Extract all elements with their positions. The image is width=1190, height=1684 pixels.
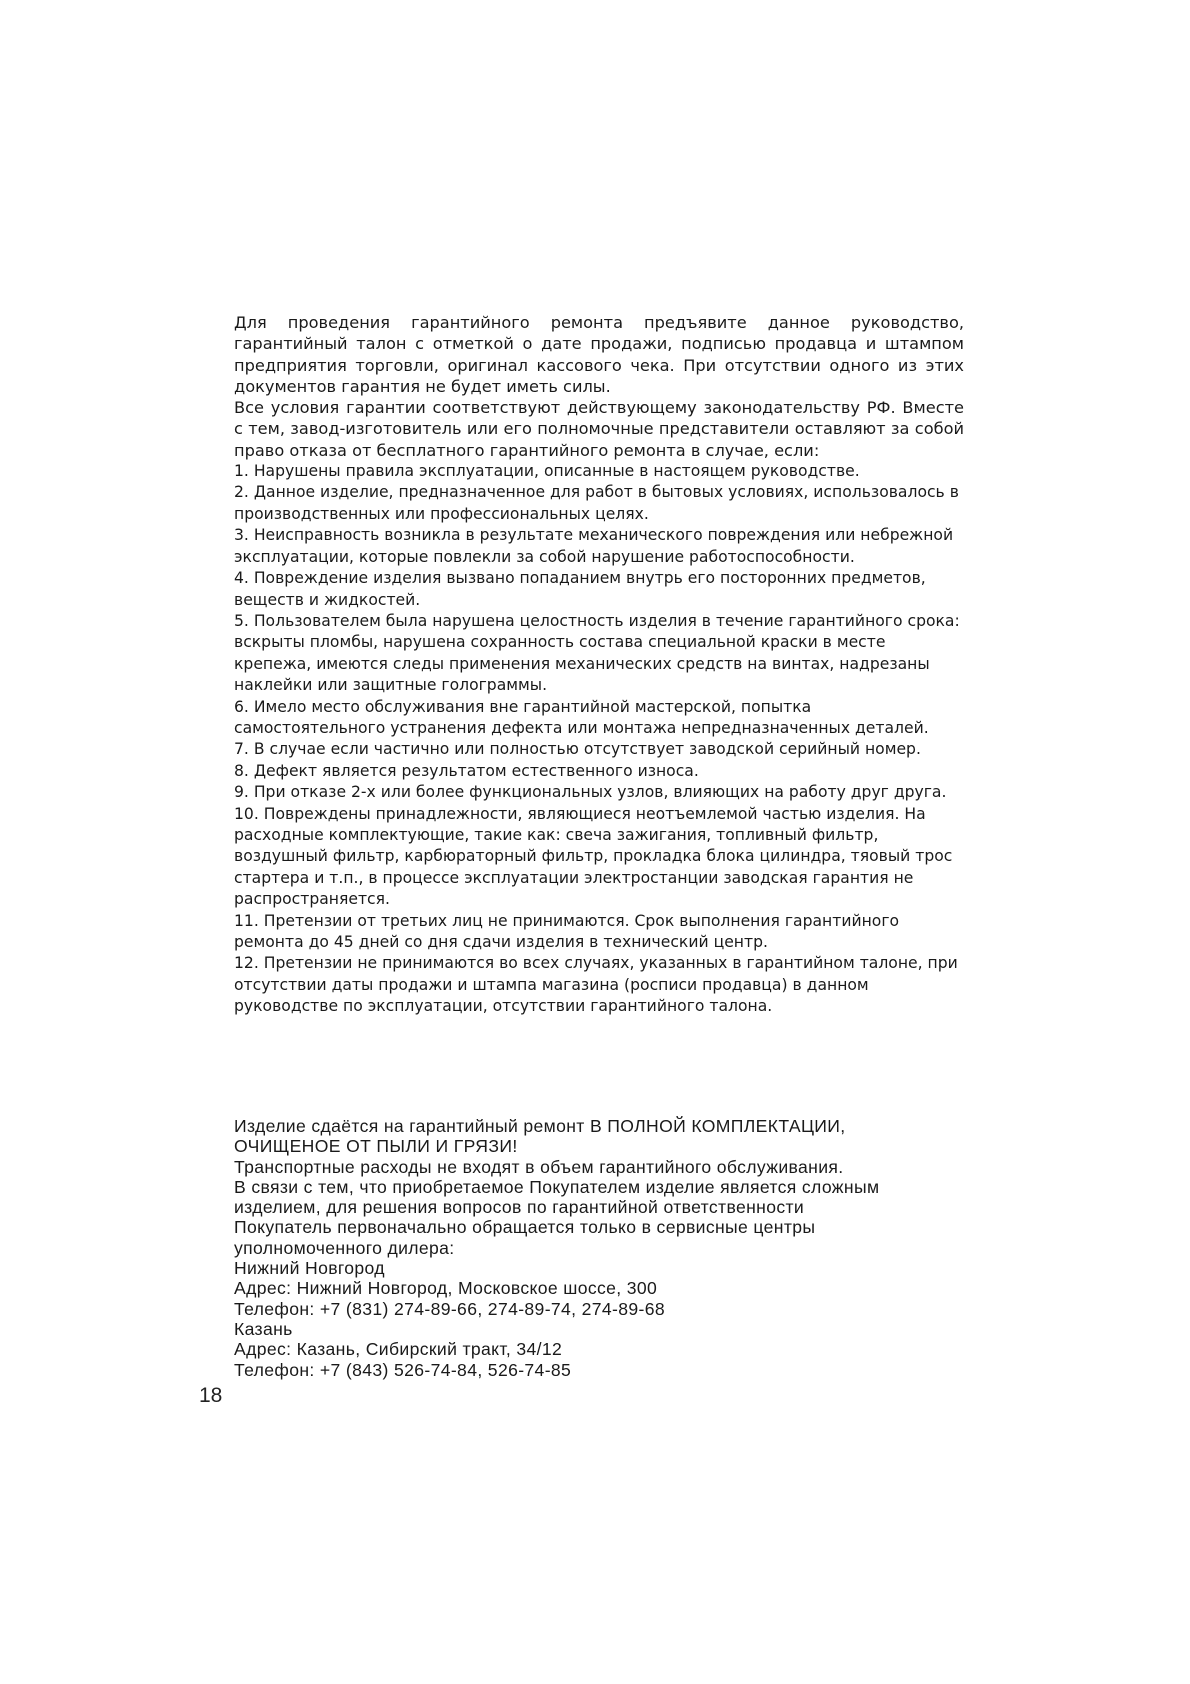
service-line: В связи с тем, что приобретаемое Покупателем изделие является сложным — [234, 1176, 880, 1197]
condition-item: 6. Имело место обслуживания вне гарантийной мастерской, попытка самостоятельного устранения дефекта или монтажа непредназначенных деталей. — [234, 697, 929, 737]
condition-item: 5. Пользователем была нарушена целостность изделия в течение гарантийного срока: вскрыты пломбы, нарушена сохранность состава специальной краски в месте крепежа, имеются следы применения механических средств на винтах, надрезаны наклейки или защитные голограммы. — [234, 611, 960, 695]
service-line: Транспортные расходы не входят в объем гарантийного обслуживания. — [234, 1156, 844, 1177]
service-line: изделием, для решения вопросов по гарантийной ответственности — [234, 1197, 805, 1218]
service-center-city: Нижний Новгород — [234, 1258, 385, 1279]
page-number: 18 — [199, 1384, 223, 1407]
warranty-terms — [234, 312, 964, 1018]
condition-item: 8. Дефект является результатом естественного износа. — [234, 761, 699, 780]
service-center-phone: Телефон: +7 (843) 526-74-84, 526-74-85 — [234, 1359, 572, 1380]
service-center-address: Адрес: Нижний Новгород, Московское шоссе, 300 — [234, 1278, 658, 1299]
condition-item: 11. Претензии от третьих лиц не принимаются. Срок выполнения гарантийного ремонта до 45 дней со дня сдачи изделия в технический центр. — [234, 911, 900, 952]
service-center-phone: Телефон: +7 (831) 274-89-66, 274-89-74, 274-89-68 — [234, 1298, 666, 1319]
condition-item: 3. Неисправность возникла в результате механического повреждения или небрежной эксплуатации, которые повлекли за собой нарушение работоспособности. — [234, 526, 954, 566]
condition-item: 10. Повреждены принадлежности, являющиеся неотъемлемой частью изделия. На расходные комплектующие, такие как: свеча зажигания, топливный фильтр, воздушный фильтр, карбюраторный фильтр, прокладка блока цилиндра, тяовый трос стартера и т.п., в процессе эксплуатации электростанции заводская гарантия не распространяется. — [234, 804, 953, 909]
service-center-city: Казань — [234, 1318, 293, 1339]
condition-item: 12. Претензии не принимаются во всех случаях, указанных в гарантийном талоне, при отсутствии даты продажи и штампа магазина (росписи продавца) в данном руководстве по эксплуатации, отсутствии гарантийного талона. — [234, 954, 958, 1016]
service-line: Покупатель первоначально обращается только в сервисные центры — [234, 1217, 816, 1238]
condition-item: 1. Нарушены правила эксплуатации, описанные в настоящем руководстве. — [234, 462, 860, 481]
condition-item: 9. При отказе 2-х или более функциональных узлов, влияющих на работу друг друга. — [234, 783, 947, 802]
service-line: уполномоченного дилера: — [234, 1237, 455, 1258]
condition-item: 7. В случае если частично или полностью отсутствует заводской серийный номер. — [234, 740, 921, 759]
intro-paragraph: Для проведения гарантийного ремонта предъявите данное руководство, гарантийный талон с отметкой о дате продажи, подписью продавца и штампом предприятия торговли, оригинал кассового чека. При отсутствии одного из этих документов гарантия не будет иметь силы. — [234, 313, 964, 396]
conditions-intro-paragraph: Все условия гарантии соответствуют действующему законодательству РФ. Вместе с тем, завод-изготовитель или его полномочные представители оставляют за собой право отказа от бесплатного гарантийного ремонта в случае, если: — [234, 398, 964, 460]
service-center-address: Адрес: Казань, Сибирский тракт, 34/12 — [234, 1339, 563, 1360]
conditions-list — [234, 461, 964, 1018]
service-line: Изделие сдаётся на гарантийный ремонт В ПОЛНОЙ КОМПЛЕКТАЦИИ, — [234, 1116, 846, 1136]
service-info — [234, 1116, 974, 1380]
condition-item: 4. Повреждение изделия вызвано попаданием внутрь его посторонних предметов, веществ и жидкостей. — [234, 569, 926, 609]
condition-item: 2. Данное изделие, предназначенное для работ в бытовых условиях, использовалось в производственных или профессиональных целях. — [234, 483, 959, 523]
service-line: ОЧИЩЕНОЕ ОТ ПЫЛИ И ГРЯЗИ! — [234, 1136, 518, 1157]
